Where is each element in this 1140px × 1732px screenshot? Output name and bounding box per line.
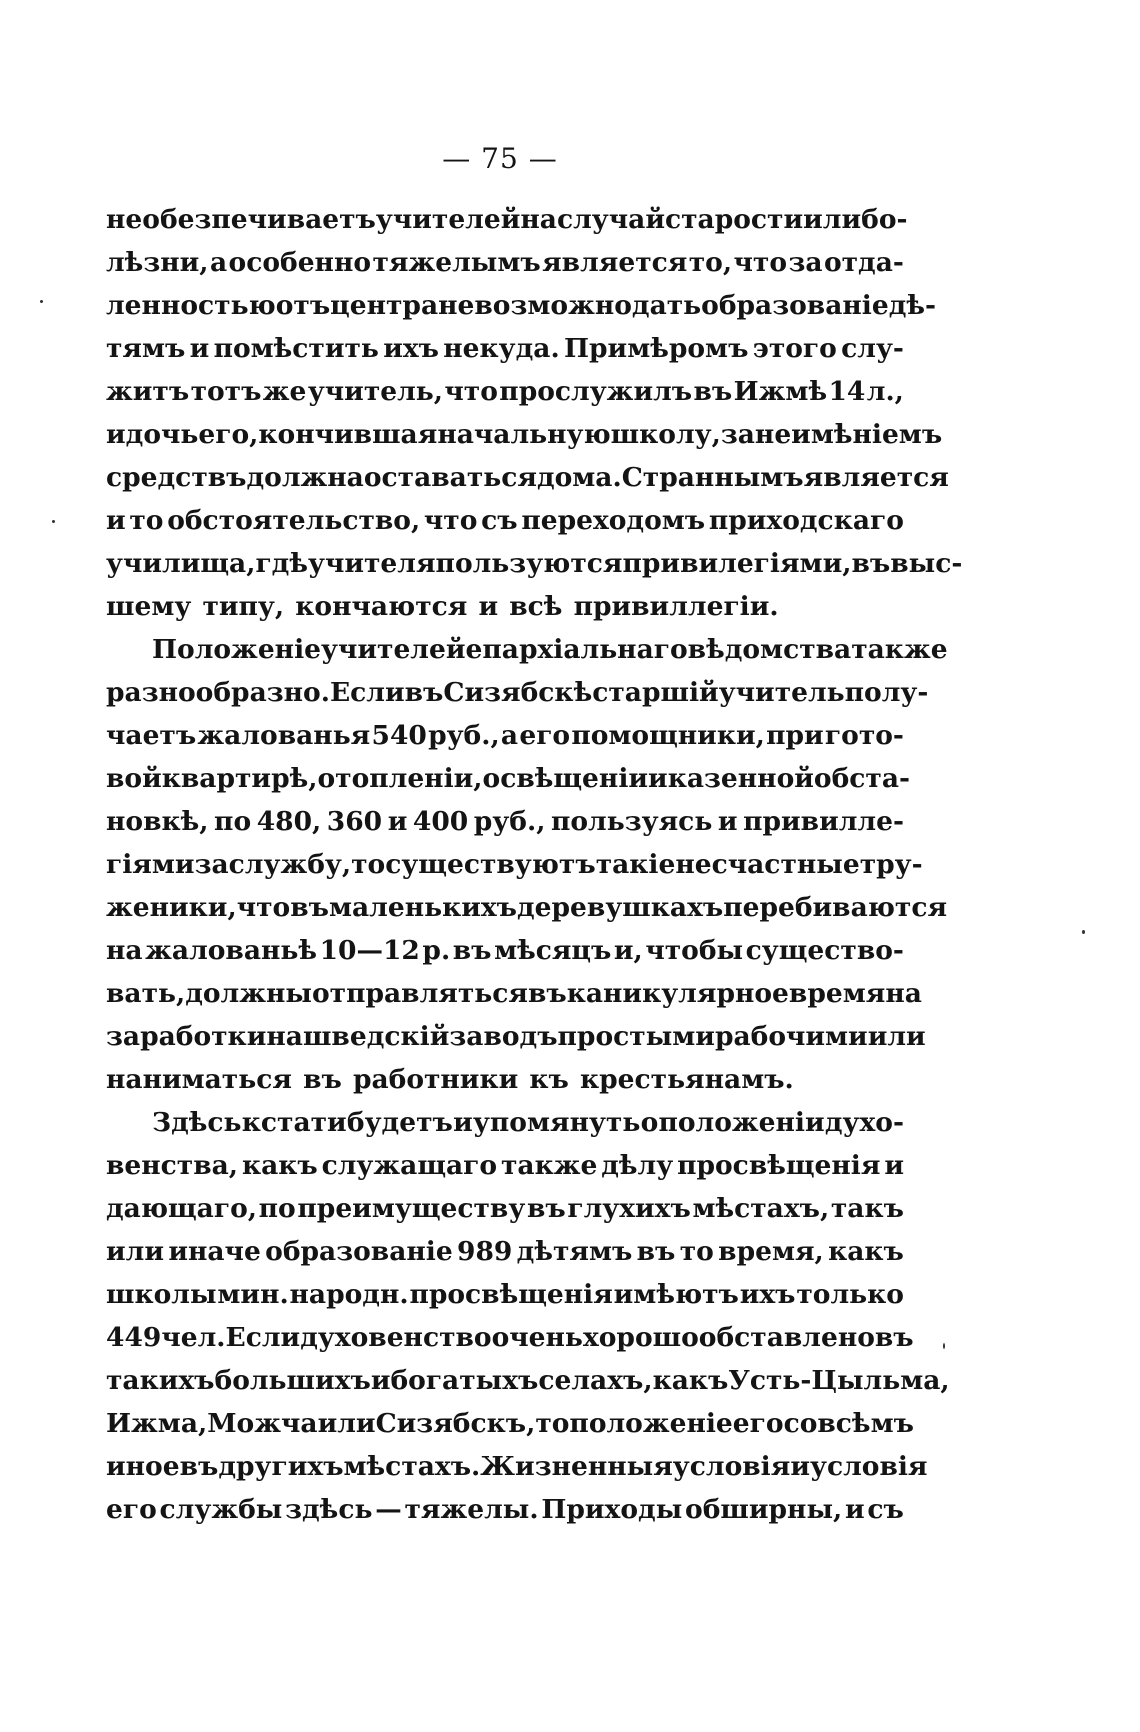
- word: что: [733, 247, 788, 278]
- word: этого: [752, 333, 837, 364]
- word: кончившая: [258, 419, 438, 450]
- word: епархіальнаго: [465, 634, 688, 665]
- word: другихъ: [218, 1451, 344, 1482]
- word: новкѣ,: [106, 806, 209, 837]
- word: и: [717, 806, 738, 837]
- word: имѣютъ: [613, 1279, 739, 1310]
- word: положеніе: [569, 1408, 733, 1439]
- word: обстоятельство,: [167, 505, 421, 536]
- word: упомянуть: [472, 1107, 641, 1138]
- word: въ: [179, 1451, 219, 1482]
- word: ленностью: [106, 290, 276, 321]
- scan-speck: [52, 520, 55, 523]
- word: училища,: [106, 548, 256, 579]
- word: или: [317, 1408, 376, 1439]
- text-line: [106, 714, 904, 757]
- word: условія: [809, 1451, 928, 1482]
- word: пользуясь: [550, 806, 713, 837]
- word: просвѣщенія: [409, 1279, 613, 1310]
- word: время: [788, 978, 886, 1009]
- text-line: [106, 1187, 904, 1230]
- word: лѣзни,: [106, 247, 209, 278]
- word: или: [867, 1021, 926, 1052]
- word: при: [766, 720, 824, 751]
- word: Здѣсь: [152, 1107, 242, 1138]
- word: шведскій: [302, 1021, 450, 1052]
- word: школы: [106, 1279, 217, 1310]
- word: дѣлу: [601, 1150, 674, 1181]
- text-line: [106, 585, 904, 628]
- word: также: [500, 1150, 598, 1181]
- word: то: [535, 1408, 570, 1439]
- word: Страннымъ: [621, 462, 804, 493]
- text-line: [106, 671, 929, 714]
- word: 360: [326, 806, 383, 837]
- word: и: [478, 591, 499, 622]
- word: гдѣ: [255, 548, 308, 579]
- text-line: [106, 1273, 904, 1316]
- word: а: [500, 720, 519, 751]
- word: просвѣщенія: [677, 1150, 881, 1181]
- word: и,: [613, 935, 643, 966]
- word: и: [648, 763, 668, 794]
- word: его: [732, 1408, 784, 1439]
- word: работники: [352, 1064, 519, 1095]
- word: какъ: [241, 1150, 318, 1181]
- word: и: [453, 1107, 473, 1138]
- word: старшій: [592, 677, 719, 708]
- text-line: [106, 1101, 904, 1144]
- word: въ: [527, 978, 567, 1009]
- word: его,: [198, 419, 259, 450]
- body-text: [106, 198, 963, 1531]
- word: о: [640, 1107, 659, 1138]
- word: вѣдомства: [687, 634, 852, 665]
- word: то: [129, 505, 164, 536]
- word: привилле-: [743, 806, 904, 837]
- text-line: [106, 886, 948, 929]
- word: оставаться: [363, 462, 537, 493]
- word: невозможно: [438, 290, 632, 321]
- word: 10—12: [319, 935, 420, 966]
- word: образованіе: [701, 290, 889, 321]
- word: учителей: [375, 204, 521, 235]
- word: тру-: [859, 849, 923, 880]
- word: и: [370, 1365, 391, 1396]
- word: такъ: [830, 1193, 904, 1224]
- word: учителей: [321, 634, 466, 665]
- word: учитель: [718, 677, 845, 708]
- word: службу,: [228, 849, 352, 880]
- scan-speck: [943, 1343, 945, 1349]
- word: службы: [159, 1494, 283, 1525]
- word: съ: [867, 1494, 904, 1525]
- word: дочь: [125, 419, 199, 450]
- word: бо-: [861, 204, 908, 235]
- word: тяжелымъ: [372, 247, 541, 278]
- word: тяжелы.: [404, 1494, 539, 1525]
- word: также: [851, 634, 948, 665]
- word: отъ: [275, 290, 331, 321]
- word: время,: [718, 1236, 824, 1267]
- word: помѣстить: [213, 333, 379, 364]
- word: дѣ-: [888, 290, 937, 321]
- word: учитель,: [307, 376, 444, 407]
- text-line: [106, 1015, 926, 1058]
- word: мин.: [217, 1279, 289, 1310]
- text-line: [106, 929, 904, 972]
- word: гото-: [824, 720, 904, 751]
- word: и: [790, 1451, 810, 1482]
- word: такихъ: [106, 1365, 215, 1396]
- word: существуютъ: [385, 849, 596, 880]
- word: отопленіи,: [317, 763, 483, 794]
- scan-speck: [1082, 930, 1085, 934]
- word: полу-: [844, 677, 929, 708]
- word: жалованья: [197, 720, 371, 751]
- word: Примѣромъ: [563, 333, 749, 364]
- word: некуда.: [443, 333, 560, 364]
- word: очень: [491, 1322, 583, 1353]
- word: иное: [106, 1451, 180, 1482]
- text-line: [106, 370, 904, 413]
- word: Сизябскѣ: [443, 677, 593, 708]
- word: и: [845, 1494, 865, 1525]
- word: же: [262, 376, 307, 407]
- word: такіе: [595, 849, 676, 880]
- word: жалованьѣ: [145, 935, 318, 966]
- word: какъ: [828, 1236, 904, 1267]
- word: только: [796, 1279, 904, 1310]
- word: слу-: [841, 333, 904, 364]
- word: 449: [106, 1322, 162, 1353]
- word: особенно: [228, 247, 372, 278]
- text-line: [106, 1445, 928, 1488]
- word: то,: [688, 247, 733, 278]
- text-line: [106, 198, 908, 241]
- word: шему: [106, 591, 192, 622]
- word: и: [106, 419, 126, 450]
- word: обста-: [813, 763, 910, 794]
- word: заработки: [106, 1021, 267, 1052]
- word: пользуются: [435, 548, 623, 579]
- word: какъ: [652, 1365, 729, 1396]
- text-line: [106, 628, 948, 671]
- word: Сизябскъ,: [375, 1408, 536, 1439]
- word: разнообразно.: [106, 677, 330, 708]
- word: народн.: [289, 1279, 409, 1310]
- word: отправляться: [311, 978, 528, 1009]
- text-line: [106, 800, 904, 843]
- word: помощники,: [571, 720, 765, 751]
- word: Ижма,: [106, 1408, 208, 1439]
- word: центра: [330, 290, 439, 321]
- word: квартирѣ,: [161, 763, 318, 794]
- word: школу,: [610, 419, 721, 450]
- text-line: [106, 1488, 904, 1531]
- text-line: [106, 1359, 950, 1402]
- word: будетъ: [346, 1107, 453, 1138]
- word: —: [375, 1494, 402, 1525]
- word: гіями: [106, 849, 195, 880]
- word: должна: [246, 462, 364, 493]
- word: перебиваются: [723, 892, 948, 923]
- word: чтобы: [645, 935, 744, 966]
- word: на: [520, 204, 557, 235]
- word: Приходы: [541, 1494, 683, 1525]
- word: большихъ: [214, 1365, 371, 1396]
- word: каникулярное: [566, 978, 789, 1009]
- word: деревушкахъ: [517, 892, 724, 923]
- word: типу,: [202, 591, 285, 622]
- word: условія: [672, 1451, 791, 1482]
- text-line: [106, 499, 904, 542]
- word: и: [884, 1150, 904, 1181]
- text-line: [106, 1058, 904, 1101]
- word: привиллегіи.: [573, 591, 779, 622]
- word: житъ: [106, 376, 190, 407]
- word: маленькихъ: [328, 892, 517, 923]
- word: что: [444, 376, 498, 407]
- word: Ижмѣ: [733, 376, 828, 407]
- word: въ: [874, 1322, 914, 1353]
- word: чаетъ: [106, 720, 197, 751]
- word: на: [266, 1021, 303, 1052]
- word: выс-: [890, 548, 963, 579]
- word: обширны,: [685, 1494, 843, 1525]
- word: въ: [851, 548, 891, 579]
- word: то: [679, 1236, 714, 1267]
- word: въ: [290, 892, 329, 923]
- word: преимуществу: [297, 1193, 526, 1224]
- text-line: [106, 1144, 904, 1187]
- text-line: [106, 757, 910, 800]
- word: простыми: [557, 1021, 715, 1052]
- word: Положеніе: [152, 634, 322, 665]
- word: селахъ,: [538, 1365, 653, 1396]
- word: богатыхъ: [390, 1365, 539, 1396]
- text-line: [106, 1316, 914, 1359]
- text-line: [106, 1230, 904, 1273]
- word: является: [803, 462, 949, 493]
- word: совсѣмъ: [783, 1408, 914, 1439]
- word: крестьянамъ.: [579, 1064, 794, 1095]
- word: служащаго: [321, 1150, 498, 1181]
- word: по: [214, 806, 252, 837]
- word: учителя: [307, 548, 436, 579]
- word: и: [387, 806, 408, 837]
- word: Можча: [207, 1408, 318, 1439]
- word: кстати: [241, 1107, 347, 1138]
- word: Если: [225, 1322, 301, 1353]
- word: хорошо: [582, 1322, 699, 1353]
- word: духо-: [824, 1107, 904, 1138]
- word: руб.,: [473, 806, 546, 837]
- word: обставлено: [698, 1322, 875, 1353]
- word: то: [351, 849, 386, 880]
- word: наниматься: [106, 1064, 292, 1095]
- text-line: [106, 542, 963, 585]
- word: дающаго,: [106, 1193, 257, 1224]
- word: тотъ: [190, 376, 262, 407]
- word: и: [189, 333, 210, 364]
- word: 989: [457, 1236, 513, 1267]
- word: Жизненныя: [480, 1451, 673, 1482]
- word: на: [885, 978, 922, 1009]
- word: отда-: [823, 247, 904, 278]
- word: старости: [664, 204, 804, 235]
- word: дѣтямъ: [516, 1236, 633, 1267]
- word: и: [106, 505, 126, 536]
- word: въ: [526, 1193, 566, 1224]
- word: прослужилъ: [499, 376, 693, 407]
- scan-speck: [40, 300, 43, 303]
- word: къ: [529, 1064, 569, 1095]
- word: случай: [556, 204, 665, 235]
- word: а: [209, 247, 228, 278]
- word: Если: [329, 677, 405, 708]
- word: глухихъ: [567, 1193, 691, 1224]
- word: р.: [422, 935, 451, 966]
- word: ихъ: [383, 333, 439, 364]
- word: переходомъ: [521, 505, 706, 536]
- word: начальную: [437, 419, 611, 450]
- word: чел.: [161, 1322, 226, 1353]
- text-line: [106, 1402, 914, 1445]
- word: 480,: [256, 806, 322, 837]
- word: должны: [185, 978, 312, 1009]
- word: мѣстахъ,: [692, 1193, 830, 1224]
- word: 540: [371, 720, 427, 751]
- text-line: [106, 413, 943, 456]
- word: иначе: [168, 1236, 261, 1267]
- word: его: [519, 720, 571, 751]
- word: освѣщеніи: [482, 763, 649, 794]
- word: ихъ: [739, 1279, 796, 1310]
- word: съ: [481, 505, 518, 536]
- word: въ: [452, 935, 492, 966]
- word: обезпечиваетъ: [142, 204, 376, 235]
- word: всѣ: [509, 591, 563, 622]
- word: вой: [106, 763, 162, 794]
- word: за: [720, 419, 755, 450]
- word: мѣсяцъ: [494, 935, 612, 966]
- word: средствъ: [106, 462, 247, 493]
- word: что: [423, 505, 478, 536]
- word: несчастные: [675, 849, 860, 880]
- word: за: [194, 849, 229, 880]
- word: дома.: [536, 462, 622, 493]
- word: духовенство: [300, 1322, 492, 1353]
- word: въ: [693, 376, 733, 407]
- word: или: [803, 204, 862, 235]
- word: его: [106, 1494, 157, 1525]
- word: заводъ: [449, 1021, 558, 1052]
- word: кончаются: [295, 591, 468, 622]
- word: привилегіями,: [622, 548, 852, 579]
- word: въ: [636, 1236, 676, 1267]
- text-line: [106, 972, 922, 1015]
- word: положеніи: [658, 1107, 825, 1138]
- word: въ: [404, 677, 444, 708]
- word: мѣстахъ.: [343, 1451, 481, 1482]
- word: тямъ: [106, 333, 186, 364]
- text-line: [106, 843, 923, 886]
- word: что: [236, 892, 291, 923]
- text-line: [106, 327, 904, 370]
- word: венства,: [106, 1150, 239, 1181]
- word: дать: [631, 290, 702, 321]
- word: рабочими: [714, 1021, 868, 1052]
- word: въ: [303, 1064, 342, 1095]
- word: не: [106, 204, 143, 235]
- word: образованіе: [265, 1236, 453, 1267]
- word: казенной: [667, 763, 814, 794]
- text-line: [106, 284, 937, 327]
- word: существо-: [745, 935, 904, 966]
- word: или: [106, 1236, 164, 1267]
- word: по: [258, 1193, 296, 1224]
- word: неимѣніемъ: [754, 419, 943, 450]
- word: л.,: [866, 376, 904, 407]
- word: является: [542, 247, 688, 278]
- word: за: [788, 247, 823, 278]
- word: приходскаго: [708, 505, 904, 536]
- word: 14: [828, 376, 866, 407]
- word: 400: [412, 806, 469, 837]
- word: женики,: [106, 892, 237, 923]
- page-number: — 75 —: [442, 142, 558, 175]
- word: Усть-Цыльма,: [728, 1365, 950, 1396]
- word: вать,: [106, 978, 186, 1009]
- text-line: [106, 456, 949, 499]
- word: на: [106, 935, 143, 966]
- text-line: [106, 241, 904, 284]
- word: здѣсь: [285, 1494, 373, 1525]
- word: руб.,: [428, 720, 500, 751]
